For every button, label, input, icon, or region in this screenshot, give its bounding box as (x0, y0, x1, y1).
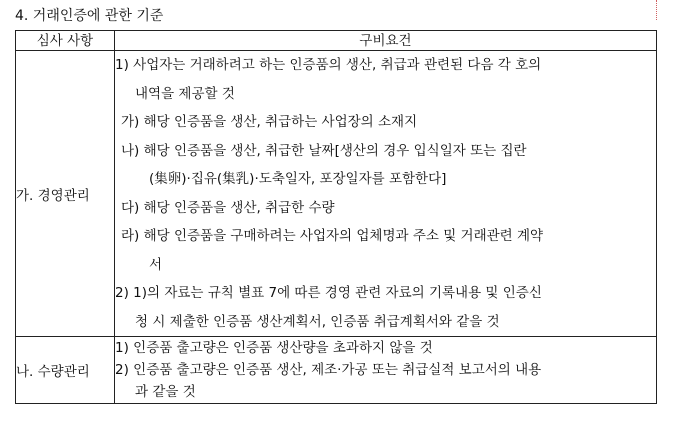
requirement-line: 과 같을 것 (135, 384, 196, 400)
page-margin-marker (656, 0, 657, 20)
requirement-line: 라) 해당 인증품을 구매하려는 사업자의 업체명과 주소 및 거래관련 계약 (121, 228, 544, 244)
requirement-line: 다) 해당 인증품을 생산, 취급한 수량 (121, 199, 335, 216)
table-row (16, 337, 657, 404)
requirement-line: 청 시 제출한 인증품 생산계획서, 인증품 취급계획서와 같을 것 (135, 313, 500, 330)
requirements-cell (115, 51, 657, 337)
section-heading: 4. 거래인증에 관한 기준 (15, 8, 164, 24)
criteria-table (15, 30, 657, 404)
column-header-requirements: 구비요건 (115, 31, 657, 51)
requirement-line: 2) 인증품 출고량은 인증품 생산, 제조·가공 또는 취급실적 보고서의 내용 (115, 362, 542, 378)
requirement-line: 가) 해당 인증품을 생산, 취급하는 사업장의 소재지 (121, 114, 418, 130)
requirement-line: 서 (149, 256, 163, 273)
table-header-row (16, 31, 657, 51)
category-cell: 가. 경영관리 (16, 51, 115, 337)
requirement-line: 나) 해당 인증품을 생산, 취급한 날짜[생산의 경우 입식일자 또는 집란 (121, 142, 527, 159)
table-row (16, 51, 657, 337)
requirement-line: 1) 인증품 출고량은 인증품 생산량을 초과하지 않을 것 (115, 340, 433, 356)
requirement-line: (集卵)·집유(集乳)·도축일자, 포장일자를 포함한다] (149, 171, 447, 187)
requirement-line: 내역을 제공할 것 (135, 85, 235, 102)
column-header-review-item: 심사 사항 (16, 31, 115, 51)
requirements-cell (115, 337, 657, 404)
requirement-line: 2) 1)의 자료는 규칙 별표 7에 따른 경영 관련 자료의 기록내용 및 인증신 (115, 285, 542, 301)
requirement-line: 1) 사업자는 거래하려고 하는 인증품의 생산, 취급과 관련된 다음 각 호의 (115, 57, 542, 73)
category-cell: 나. 수량관리 (16, 337, 115, 404)
